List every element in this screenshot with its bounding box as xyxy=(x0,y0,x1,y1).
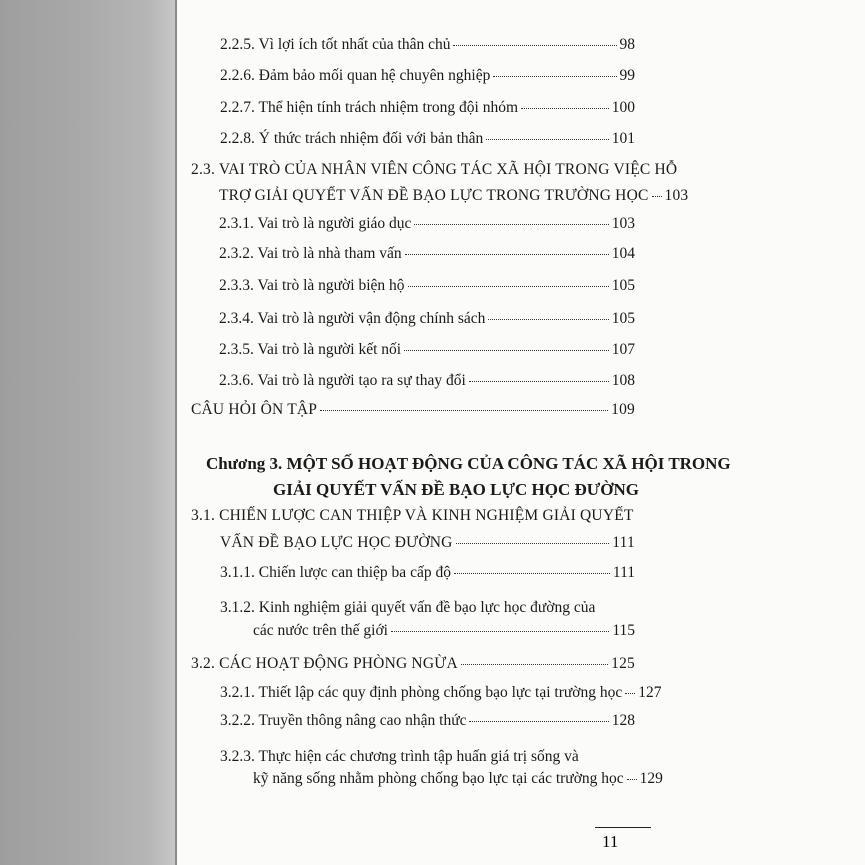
toc-section-3-1[interactable] xyxy=(220,533,635,553)
dot-leader xyxy=(320,410,608,411)
toc-entry-page: 125 xyxy=(611,655,635,672)
toc-entry-label: 3.2.1. Thiết lập các quy định phòng chống bạo lực tại trường học xyxy=(220,684,623,701)
toc-entry-label: 2.3.4. Vai trò là người vận động chính sách xyxy=(219,310,486,327)
toc-entry-2-3-1[interactable] xyxy=(219,214,635,234)
dot-leader xyxy=(453,45,616,46)
toc-entry-page: 103 xyxy=(664,187,689,204)
toc-entry-page: 101 xyxy=(611,130,635,147)
toc-entry-3-1-2[interactable] xyxy=(253,621,635,641)
toc-entry-label: 3.1.1. Chiến lược can thiệp ba cấp độ xyxy=(220,564,451,581)
dot-leader xyxy=(486,139,608,140)
page-number: 11 xyxy=(602,832,619,851)
dot-leader xyxy=(469,721,608,722)
bleed-through: · · · xyxy=(522,222,540,236)
toc-entry-page: 107 xyxy=(611,341,635,358)
dot-leader xyxy=(391,631,609,632)
toc-entry-label: 2.3.3. Vai trò là người biện hộ xyxy=(219,277,405,294)
toc-entry-label: CÂU HỎI ÔN TẬP xyxy=(191,401,318,418)
toc-entry-label: VẤN ĐỀ BẠO LỰC HỌC ĐƯỜNG xyxy=(220,534,453,551)
toc-entry-2-2-8[interactable] xyxy=(220,129,635,149)
toc-entry-2-3-3[interactable] xyxy=(219,276,635,296)
book-spine-shadow xyxy=(0,0,186,865)
toc-entry-label: 3.2.2. Truyền thông nâng cao nhận thức xyxy=(220,712,467,729)
toc-entry-3-2-3-line1[interactable]: 3.2.3. Thực hiện các chương trình tập huấn giá trị sống và xyxy=(220,748,579,765)
toc-entry-label: 2.3.6. Vai trò là người tạo ra sự thay đổi xyxy=(219,372,466,389)
toc-entry-2-2-7[interactable] xyxy=(220,98,635,118)
toc-entry-page: 127 xyxy=(638,684,662,701)
toc-entry-2-3-4[interactable] xyxy=(219,309,635,329)
toc-entry-page: 129 xyxy=(639,770,663,787)
dot-leader xyxy=(456,543,610,544)
dot-leader xyxy=(625,693,635,694)
dot-leader xyxy=(488,319,608,320)
toc-entry-2-3-6[interactable] xyxy=(219,371,635,391)
dot-leader xyxy=(405,254,609,255)
toc-entry-page: 104 xyxy=(611,245,635,262)
toc-entry-label: 2.3.1. Vai trò là người giáo dục xyxy=(219,215,412,232)
toc-section-3-1-line1[interactable]: 3.1. CHIẾN LƯỢC CAN THIỆP VÀ KINH NGHIỆM GIẢI QUYẾT xyxy=(191,507,634,524)
dot-leader xyxy=(521,108,609,109)
toc-section-2-3-line1[interactable]: 2.3. VAI TRÒ CỦA NHÂN VIÊN CÔNG TÁC XÃ HỘI TRONG VIỆC HỖ xyxy=(191,161,678,178)
toc-entry-review-questions[interactable] xyxy=(191,400,635,420)
dot-leader xyxy=(469,381,609,382)
toc-entry-label: 2.2.6. Đảm bảo mối quan hệ chuyên nghiệp xyxy=(220,67,491,84)
toc-entry-page: 103 xyxy=(611,215,635,232)
toc-entry-label: TRỢ GIẢI QUYẾT VẤN ĐỀ BẠO LỰC TRONG TRƯỜNG HỌC xyxy=(219,187,649,204)
toc-entry-label: kỹ năng sống nhằm phòng chống bạo lực tại các trường học xyxy=(253,770,624,787)
toc-entry-page: 100 xyxy=(611,99,635,116)
toc-section-3-2[interactable] xyxy=(191,654,635,674)
toc-page xyxy=(175,0,865,865)
toc-entry-page: 99 xyxy=(619,67,635,84)
toc-entry-3-1-2-line1[interactable]: 3.1.2. Kinh nghiệm giải quyết vấn đề bạo lực học đường của xyxy=(220,599,596,616)
dot-leader xyxy=(408,286,609,287)
toc-entry-label: 2.3.5. Vai trò là người kết nối xyxy=(219,341,402,358)
chapter-3-title-line2[interactable]: GIẢI QUYẾT VẤN ĐỀ BẠO LỰC HỌC ĐƯỜNG xyxy=(273,480,640,499)
dot-leader xyxy=(454,573,610,574)
toc-entry-2-3-5[interactable] xyxy=(219,340,635,360)
toc-entry-label: 3.2. CÁC HOẠT ĐỘNG PHÒNG NGỪA xyxy=(191,655,458,672)
toc-entry-label: 2.3.2. Vai trò là nhà tham vấn xyxy=(219,245,402,262)
dot-leader xyxy=(404,350,609,351)
toc-entry-2-2-6[interactable] xyxy=(220,66,635,86)
toc-entry-2-2-5[interactable] xyxy=(220,35,635,55)
toc-entry-label: 2.2.8. Ý thức trách nhiệm đối với bản thân xyxy=(220,130,484,147)
dot-leader xyxy=(627,779,637,780)
toc-entry-page: 111 xyxy=(612,534,635,551)
dot-leader xyxy=(652,196,662,197)
page-number-rule xyxy=(595,827,651,828)
chapter-3-title-line1[interactable]: Chương 3. MỘT SỐ HOẠT ĐỘNG CỦA CÔNG TÁC XÃ HỘI TRONG xyxy=(206,454,731,473)
toc-entry-page: 128 xyxy=(611,712,635,729)
toc-section-2-3[interactable] xyxy=(219,186,689,206)
toc-entry-3-2-3[interactable] xyxy=(253,769,663,789)
toc-entry-3-2-2[interactable] xyxy=(220,711,635,731)
toc-entry-page: 108 xyxy=(611,372,635,389)
toc-entry-page: 109 xyxy=(611,401,635,418)
toc-entry-2-3-2[interactable] xyxy=(219,244,635,264)
dot-leader xyxy=(461,664,608,665)
toc-entry-page: 105 xyxy=(611,277,635,294)
toc-entry-label: 2.2.5. Vì lợi ích tốt nhất của thân chủ xyxy=(220,36,451,53)
toc-entry-page: 98 xyxy=(619,36,635,53)
dot-leader xyxy=(493,76,616,77)
toc-entry-label: các nước trên thế giới xyxy=(253,622,388,639)
dot-leader xyxy=(414,224,608,225)
toc-entry-page: 105 xyxy=(611,310,635,327)
toc-entry-page: 111 xyxy=(612,564,635,581)
toc-entry-3-1-1[interactable] xyxy=(220,563,635,583)
toc-entry-label: 2.2.7. Thể hiện tính trách nhiệm trong đội nhóm xyxy=(220,99,519,116)
toc-entry-3-2-1[interactable] xyxy=(220,683,662,703)
toc-entry-page: 115 xyxy=(612,622,635,639)
